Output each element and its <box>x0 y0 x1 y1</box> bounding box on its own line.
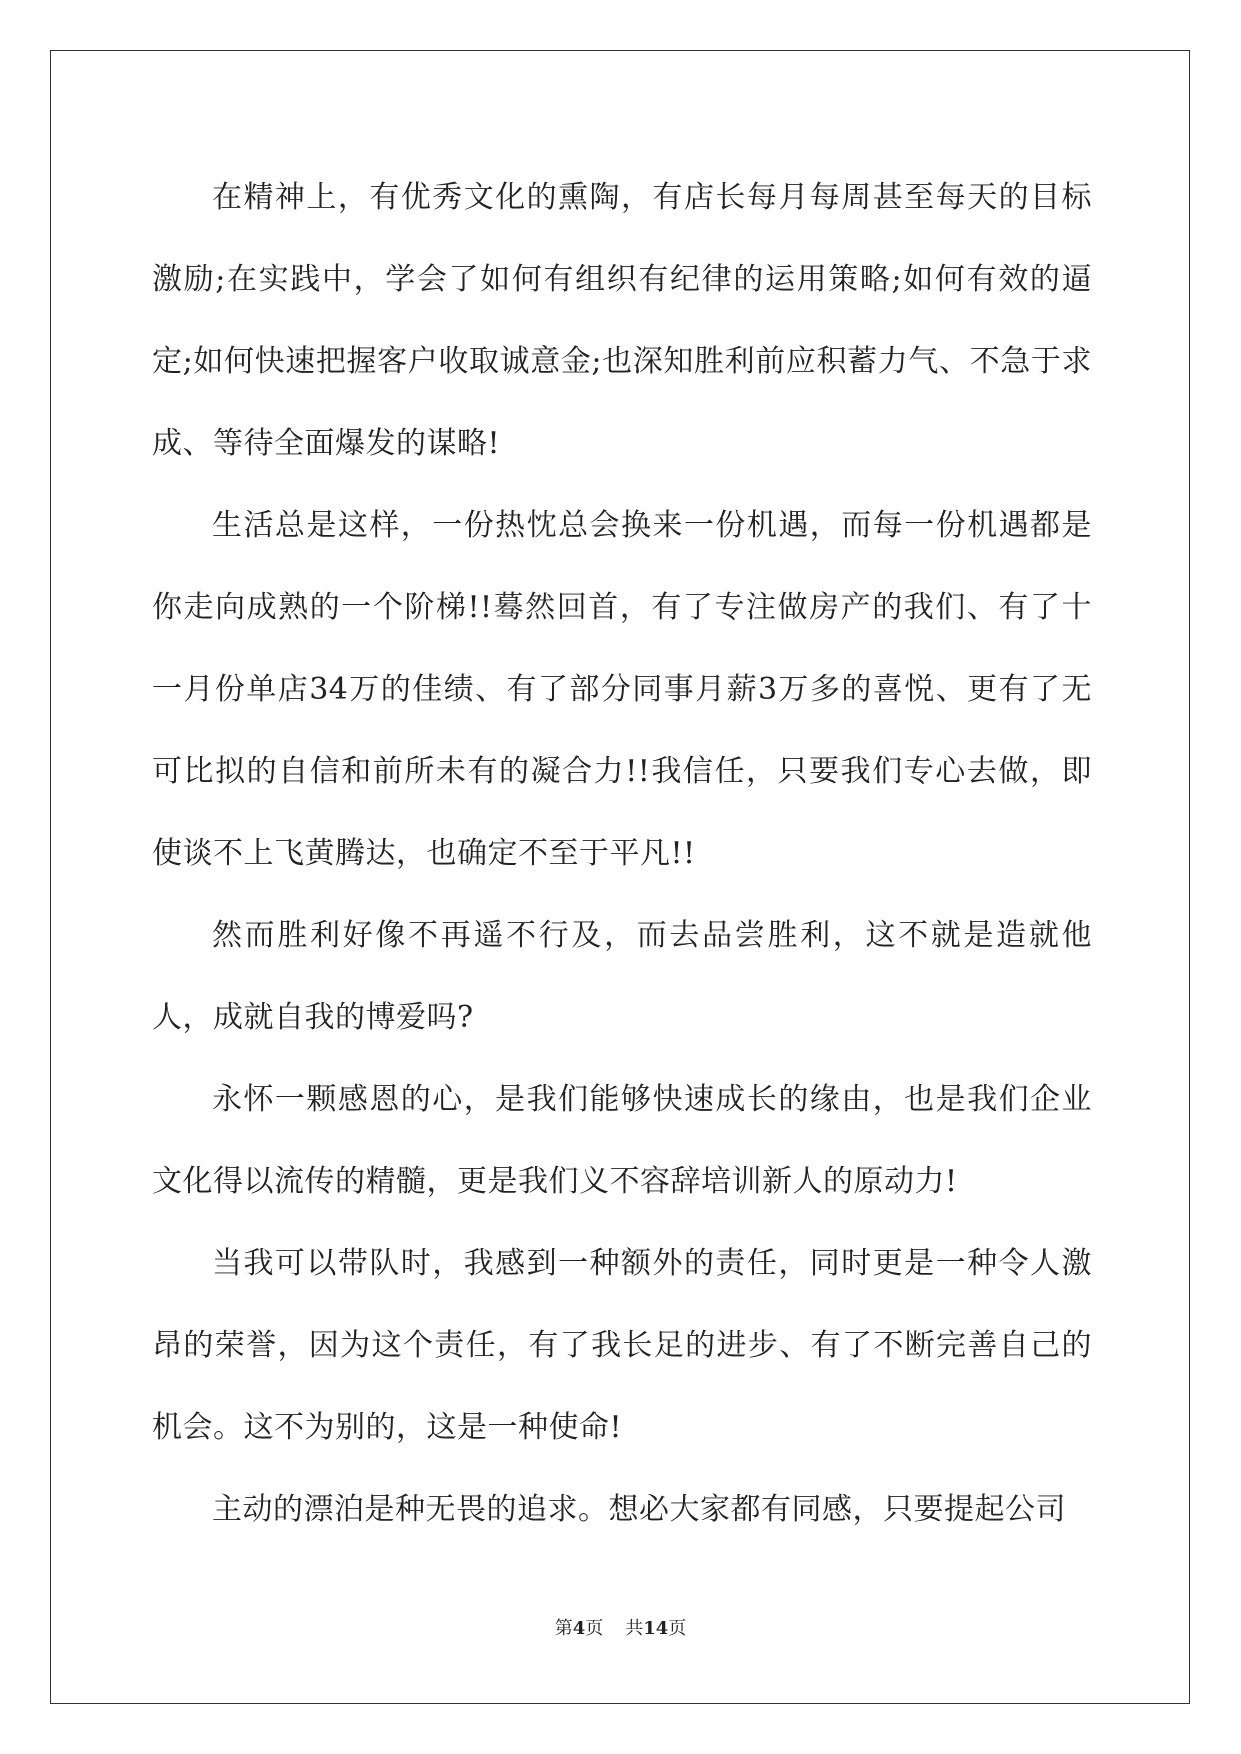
page-number: 4 <box>572 1618 586 1639</box>
total-suffix: 页 <box>668 1618 687 1639</box>
paragraph-2: 生活总是这样，一份热忱总会换来一份机遇，而每一份机遇都是你走向成熟的一个阶梯!!蓦然回首，有了专注做房产的我们、有了十一月份单店34万的佳绩、有了部分同事月薪3万多的喜悦、更有了无可比拟的自信和前所未有的凝合力!!我信任，只要我们专心去做，即使谈不上飞黄腾达，也确定不至于平凡!! <box>152 508 1092 871</box>
paragraph-5: 当我可以带队时，我感到一种额外的责任，同时更是一种令人激昂的荣誉，因为这个责任，有了我长足的进步、有了不断完善自己的机会。这不为别的，这是一种使命! <box>152 1246 1092 1445</box>
paragraph-4: 永怀一颗感恩的心，是我们能够快速成长的缘由，也是我们企业文化得以流传的精髓，更是我们义不容辞培训新人的原动力! <box>152 1082 1092 1199</box>
paragraph-1: 在精神上，有优秀文化的熏陶，有店长每月每周甚至每天的目标激励;在实践中，学会了如何有组织有纪律的运用策略;如何有效的逼定;如何快速把握客户收取诚意金;也深知胜利前应积蓄力气、不急于求成、等待全面爆发的谋略! <box>152 180 1092 461</box>
paragraph-6: 主动的漂泊是种无畏的追求。想必大家都有同感，只要提起公司 <box>212 1492 1066 1527</box>
paragraph-3: 然而胜利好像不再遥不行及，而去品尝胜利，这不就是造就他人，成就自我的博爱吗? <box>152 918 1092 1035</box>
total-pages: 14 <box>643 1618 669 1639</box>
page-suffix: 页 <box>585 1618 604 1639</box>
page-prefix: 第 <box>554 1618 573 1639</box>
document-body <box>152 157 1092 1551</box>
total-prefix: 共 <box>625 1618 644 1639</box>
page-footer <box>0 1614 1241 1640</box>
